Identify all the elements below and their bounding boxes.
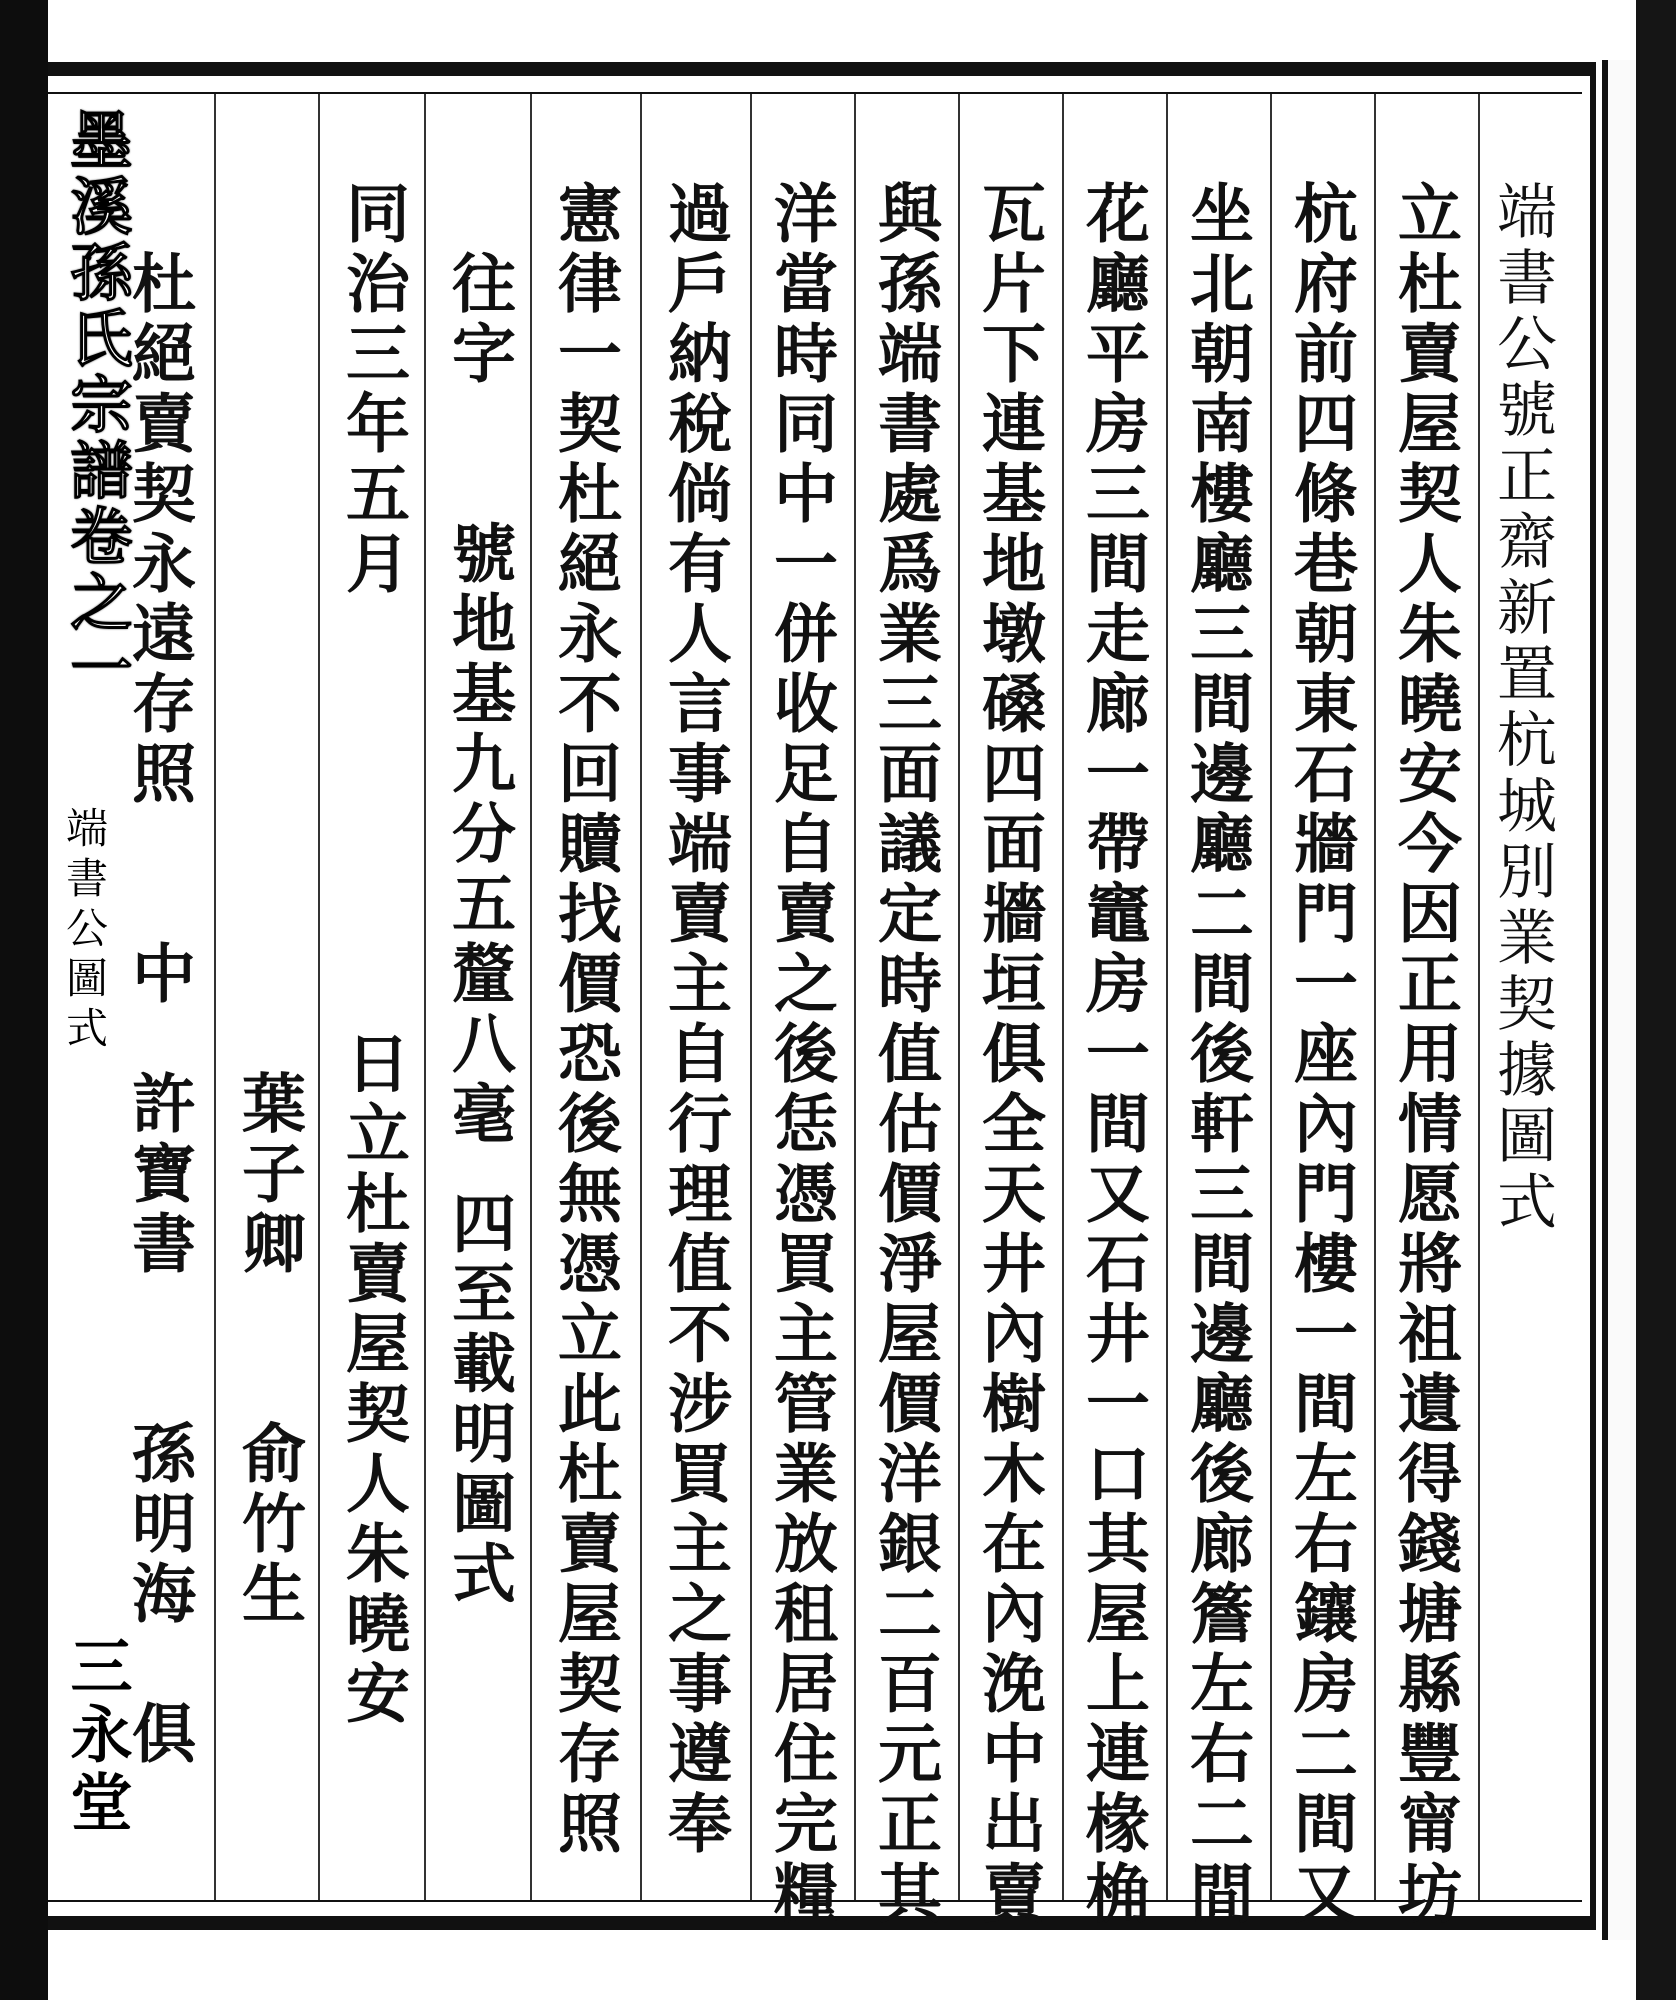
column-rule <box>1478 94 1480 1900</box>
seller-signature: 日立杜賣屋契人朱曉安 <box>335 1030 410 1730</box>
binding-left <box>0 0 48 2000</box>
text-column-4: 花廳平房三間走廊一帶竈房一間又石井一口其屋上連椽桷 <box>1075 180 1150 1930</box>
text-column-2: 杭府前四條巷朝東石牆門一座內門樓一間左右鑲房二間又 <box>1283 180 1358 1930</box>
column-rule <box>750 94 752 1900</box>
witness-4: 孫明海 <box>121 1420 196 1630</box>
column-rule <box>214 94 216 1900</box>
column-rule <box>1270 94 1272 1900</box>
column-rule <box>1374 94 1376 1900</box>
volume-label: 卷之一 <box>60 504 133 702</box>
witness-1: 葉子卿 <box>231 1070 306 1280</box>
column-rule <box>640 94 642 1900</box>
book-title-text: 墨溪孫氏宗譜 <box>60 108 133 504</box>
binding-right <box>1636 0 1676 2000</box>
closing-phrase: 杜絕賣契永遠存照 <box>121 250 196 810</box>
text-column-1: 立杜賣屋契人朱曉安今因正用情愿將祖遺得錢塘縣豐甯坊 <box>1387 180 1462 1930</box>
witness-2: 俞竹生 <box>231 1420 306 1630</box>
column-rule <box>1166 94 1168 1900</box>
all-present-mark: 俱 <box>121 1700 196 1770</box>
column-rule <box>318 94 320 1900</box>
column-rule <box>958 94 960 1900</box>
witness-3: 許寶書 <box>121 1070 196 1280</box>
next-page-edge <box>1602 60 1636 1940</box>
boundaries-note: 四至載明圖式 <box>441 1190 516 1610</box>
plot-area: 號地基九分五釐八毫 <box>441 520 516 1150</box>
text-column-3: 坐北朝南樓廳三間邊廳二間後軒三間邊廳後廊簷左右二間 <box>1179 180 1254 1930</box>
text-column-9: 憲律一契杜絕永不回贖找價恐後無憑立此杜賣屋契存照 <box>547 180 622 1860</box>
hall-name: 三永堂 <box>50 1630 143 1842</box>
text-column-6: 與孫端書處爲業三面議定時值估價淨屋價洋銀二百元正其 <box>867 180 942 1930</box>
column-rule <box>424 94 426 1900</box>
frame-top-line <box>48 92 1582 94</box>
text-column-8: 過戶納稅倘有人言事端賣主自行理值不涉買主之事遵奉 <box>657 180 732 1860</box>
text-column-5: 瓦片下連基地墩磉四面牆垣俱全天井內樹木在內浼中出賣 <box>971 180 1046 1930</box>
column-rule <box>1062 94 1064 1900</box>
date: 同治三年五月 <box>335 180 410 600</box>
column-rule <box>854 94 856 1900</box>
column-rule <box>530 94 532 1900</box>
text-column-7: 洋當時同中一併收足自賣之後恁憑買主管業放租居住完糧 <box>763 180 838 1930</box>
document-title: 端書公號正齋新置杭城別業契據圖式 <box>1487 180 1557 1236</box>
middleman-label: 中 <box>121 940 196 1010</box>
plot-char: 往字 <box>441 250 516 390</box>
section-label: 端書公圖式 <box>50 800 118 1062</box>
